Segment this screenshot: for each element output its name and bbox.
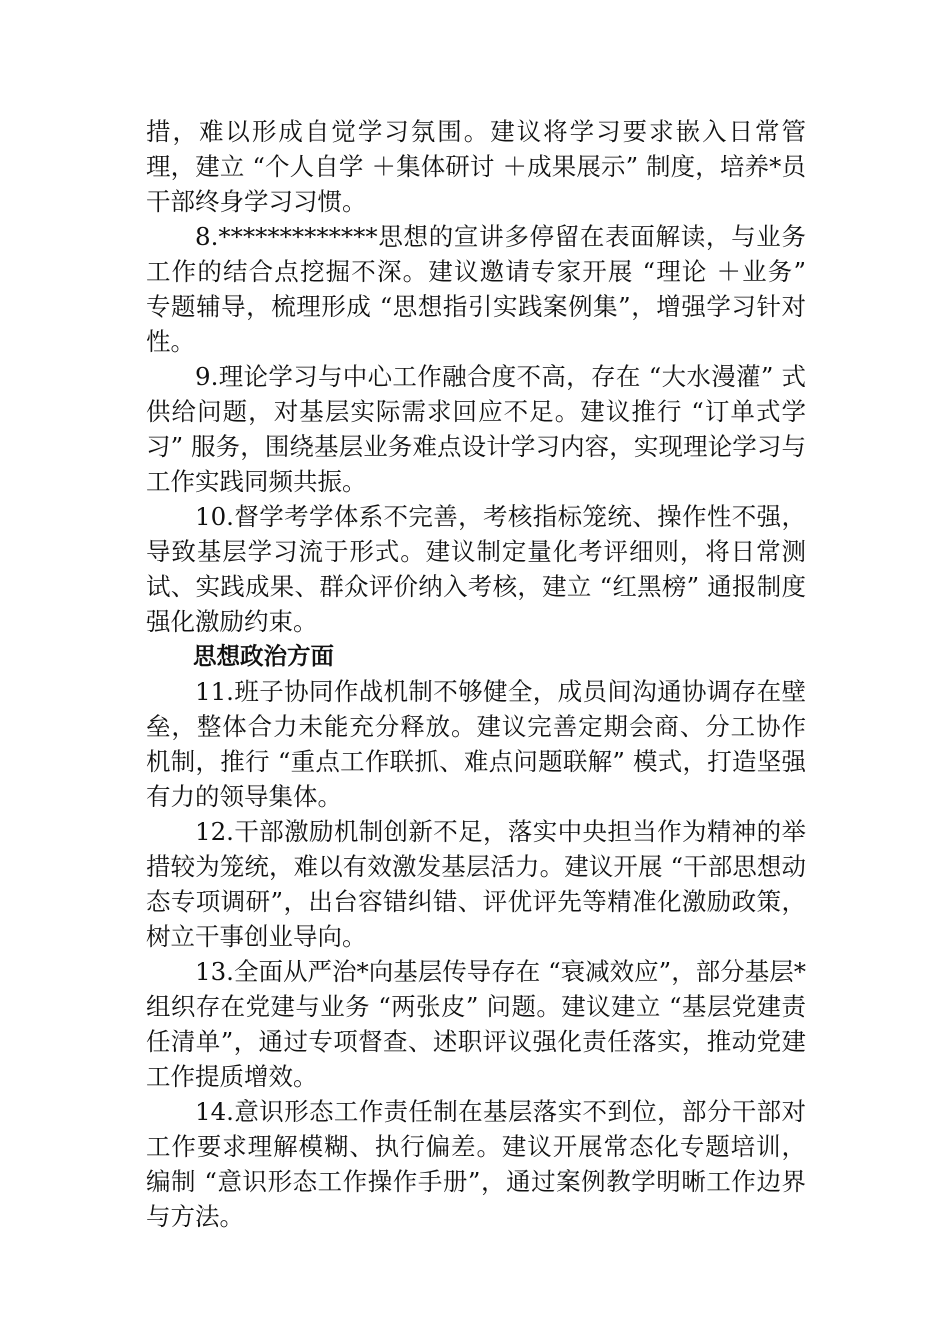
- paragraph-item-10: 10.督学考学体系不完善，考核指标笼统、操作性不强，导致基层学习流于形式。建议制定量化考评细则，将日常测试、实践成果、群众评价纳入考核，建立 “红黑榜” 通报制度强化激励约束。: [146, 502, 806, 636]
- paragraph-item-9: 9.理论学习与中心工作融合度不高，存在 “大水漫灌” 式供给问题，对基层实际需求回应不足。建议推行 “订单式学习” 服务，围绕基层业务难点设计学习内容，实现理论学习与工作实践同频共振。: [146, 362, 806, 496]
- paragraph-continuation: 措，难以形成自觉学习氛围。建议将学习要求嵌入日常管理，建立 “个人自学 ＋集体研讨 ＋成果展示” 制度，培养*员干部终身学习习惯。: [146, 117, 806, 216]
- paragraph-item-8: 8.*************思想的宣讲多停留在表面解读，与业务工作的结合点挖掘不深。建议邀请专家开展 “理论 ＋业务” 专题辅导，梳理形成 “思想指引实践案例集”，增强学习针对性。: [146, 222, 806, 356]
- paragraph-item-12: 12.干部激励机制创新不足，落实中央担当作为精神的举措较为笼统，难以有效激发基层活力。建议开展 “干部思想动态专项调研”，出台容错纠错、评优评先等精准化激励政策，树立干事创业导向。: [146, 817, 806, 951]
- paragraph-item-14: 14.意识形态工作责任制在基层落实不到位，部分干部对工作要求理解模糊、执行偏差。建议开展常态化专题培训，编制 “意识形态工作操作手册”，通过案例教学明晰工作边界与方法。: [146, 1097, 806, 1231]
- paragraph-item-11: 11.班子协同作战机制不够健全，成员间沟通协调存在壁垒，整体合力未能充分释放。建议完善定期会商、分工协作机制，推行 “重点工作联抓、难点问题联解” 模式，打造坚强有力的领导集体。: [146, 677, 806, 811]
- document-page: [146, 114, 806, 1234]
- paragraph-item-13: 13.全面从严治*向基层传导存在 “衰减效应”，部分基层*组织存在党建与业务 “两张皮” 问题。建议建立 “基层党建责任清单”，通过专项督查、述职评议强化责任落实，推动党建工作提质增效。: [146, 957, 806, 1091]
- section-heading: 思想政治方面: [193, 642, 334, 670]
